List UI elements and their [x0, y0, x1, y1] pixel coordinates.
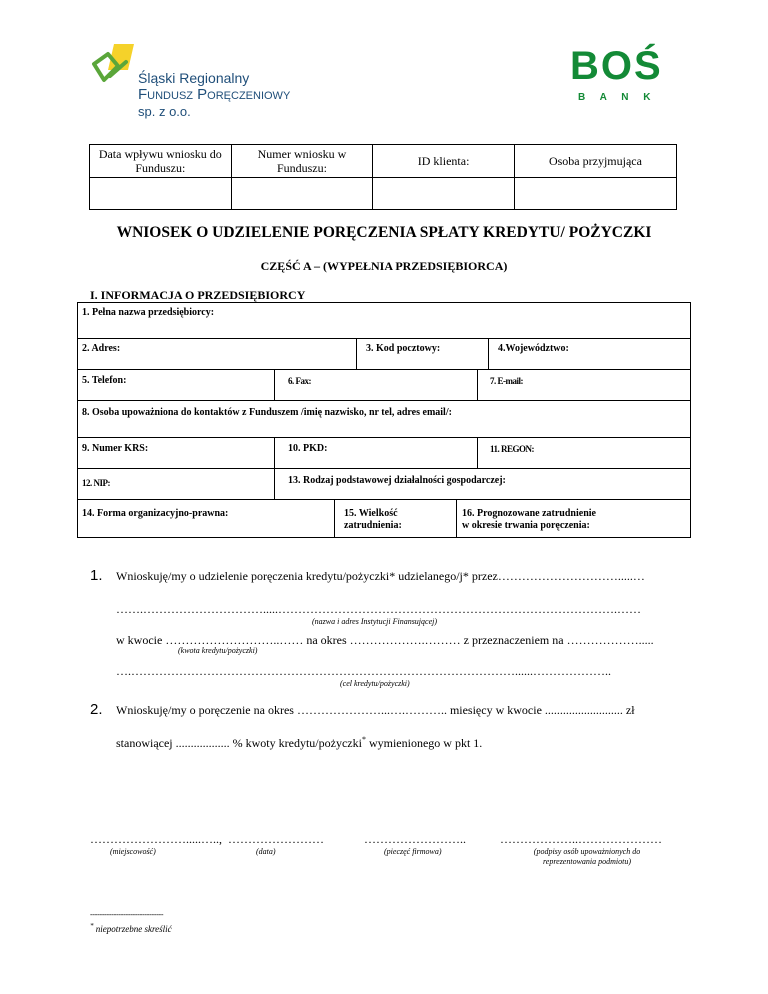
footnote: [90, 922, 172, 934]
signature-place-line[interactable]: …………………….....…..,: [90, 832, 222, 846]
signature-stamp-line[interactable]: ……………………..: [364, 832, 466, 846]
field-pkd[interactable]: 10. PKD:: [288, 443, 328, 454]
field-krs[interactable]: 9. Numer KRS:: [82, 443, 149, 454]
field-voivodeship[interactable]: 4.Województwo:: [498, 343, 569, 354]
intake-date-label: Data wpływu wniosku do Funduszu:: [90, 145, 232, 178]
paragraph-2-line1[interactable]: Wnioskuję/my o poręczenie na okres …………………...….……….. miesięcy w kwocie .......................... zł: [116, 703, 635, 717]
document-subtitle: CZĘŚĆ A – (WYPEŁNIA PRZEDSIĘBIORCA): [260, 259, 508, 273]
paragraph-2-line2[interactable]: [116, 735, 482, 751]
signature-date-caption: (data): [256, 847, 276, 856]
footnote-rule: -------------------------------: [90, 910, 164, 919]
signature-authorized-line[interactable]: ………………..…………………: [500, 832, 662, 846]
document-title: WNIOSEK O UDZIELENIE PORĘCZENIA SPŁATY KREDYTU/ POŻYCZKI: [116, 224, 652, 241]
bos-bank-logo: [568, 44, 688, 108]
srfp-logo-line2: Fundusz Poręczeniowy: [138, 86, 291, 103]
paragraph-1-line1[interactable]: Wnioskuję/my o udzielenie poręczenia kredytu/pożyczki* udzielanego/j* przez………………………….....…: [116, 569, 645, 583]
receiving-person-label: Osoba przyjmująca: [514, 145, 676, 178]
paragraph-1-line2[interactable]: …….………………………….....………………………………………………………………………….……: [116, 602, 641, 616]
field-business-activity[interactable]: 13. Rodzaj podstawowej działalności gospodarczej:: [288, 475, 506, 486]
intake-date-field[interactable]: [90, 178, 232, 210]
field-phone[interactable]: 5. Telefon:: [82, 375, 127, 386]
field-employment-size-l1[interactable]: 15. Wielkość: [344, 508, 398, 519]
paragraph-2-line2-b: wymienionego w pkt 1.: [365, 736, 483, 750]
client-id-label: ID klienta:: [373, 145, 515, 178]
field-employment-size-l2: zatrudnienia:: [344, 520, 402, 531]
field-email[interactable]: 7. E-mail:: [490, 376, 523, 386]
footnote-text: niepotrzebne skreślić: [93, 924, 172, 934]
paragraph-2-number: 2.: [90, 701, 103, 718]
receiving-person-field[interactable]: [514, 178, 676, 210]
client-id-field[interactable]: [373, 178, 515, 210]
srfp-logo-line3: sp. z o.o.: [138, 104, 191, 119]
field-company-name[interactable]: 1. Pełna nazwa przedsiębiorcy:: [82, 307, 215, 318]
entrepreneur-info-form: [77, 302, 691, 538]
caption-institution: (nazwa i adres Instytucji Finansującej): [312, 617, 438, 626]
intake-table: [89, 144, 677, 210]
field-legal-form[interactable]: 14. Forma organizacyjno-prawna:: [82, 508, 229, 519]
bos-logo-text: BOŚ: [570, 44, 663, 88]
footnote-ref: *: [361, 735, 366, 744]
paragraph-1-line4[interactable]: ….……………………………………………………………………………………......………………..: [116, 664, 611, 678]
bos-logo-bank: B A N K: [578, 92, 657, 103]
footnote-mark: *: [90, 922, 94, 930]
caption-purpose: (cel kredytu/pożyczki): [340, 679, 410, 688]
paragraph-2-line2-a: stanowiącej .................. % kwoty kredytu/pożyczki: [116, 736, 362, 750]
field-forecast-employment-l2: w okresie trwania poręczenia:: [462, 520, 590, 531]
signature-place-caption: (miejscowość): [110, 847, 156, 856]
paragraph-1-line3[interactable]: w kwocie ………………………..…… na okres ……………….……… z przeznaczeniem na ……………….....: [116, 633, 654, 647]
paragraph-1-number: 1.: [90, 567, 103, 584]
srfp-logo-line1: Śląski Regionalny: [138, 70, 250, 86]
srfp-logo: [88, 40, 328, 122]
application-number-field[interactable]: [231, 178, 373, 210]
field-contact-person[interactable]: 8. Osoba upoważniona do kontaktów z Funduszem /imię nazwisko, nr tel, adres email/:: [82, 407, 452, 418]
section-heading: I. INFORMACJA O PRZEDSIĘBIORCY: [90, 288, 306, 302]
caption-amount: (kwota kredytu/pożyczki): [178, 646, 258, 655]
field-fax[interactable]: 6. Fax:: [288, 376, 311, 386]
signature-stamp-caption: (pieczęć firmowa): [384, 847, 442, 856]
application-number-label: Numer wniosku w Funduszu:: [231, 145, 373, 178]
signature-date-line[interactable]: ……………………: [228, 832, 324, 846]
signature-authorized-caption: (podpisy osób upoważnionych do reprezentowania podmiotu): [533, 847, 641, 866]
field-address[interactable]: 2. Adres:: [82, 343, 121, 354]
field-nip[interactable]: 12. NIP:: [82, 478, 110, 488]
field-forecast-employment-l1[interactable]: 16. Prognozowane zatrudnienie: [462, 508, 596, 519]
field-postal-code[interactable]: 3. Kod pocztowy:: [366, 343, 441, 354]
field-regon[interactable]: 11. REGON:: [490, 444, 535, 454]
